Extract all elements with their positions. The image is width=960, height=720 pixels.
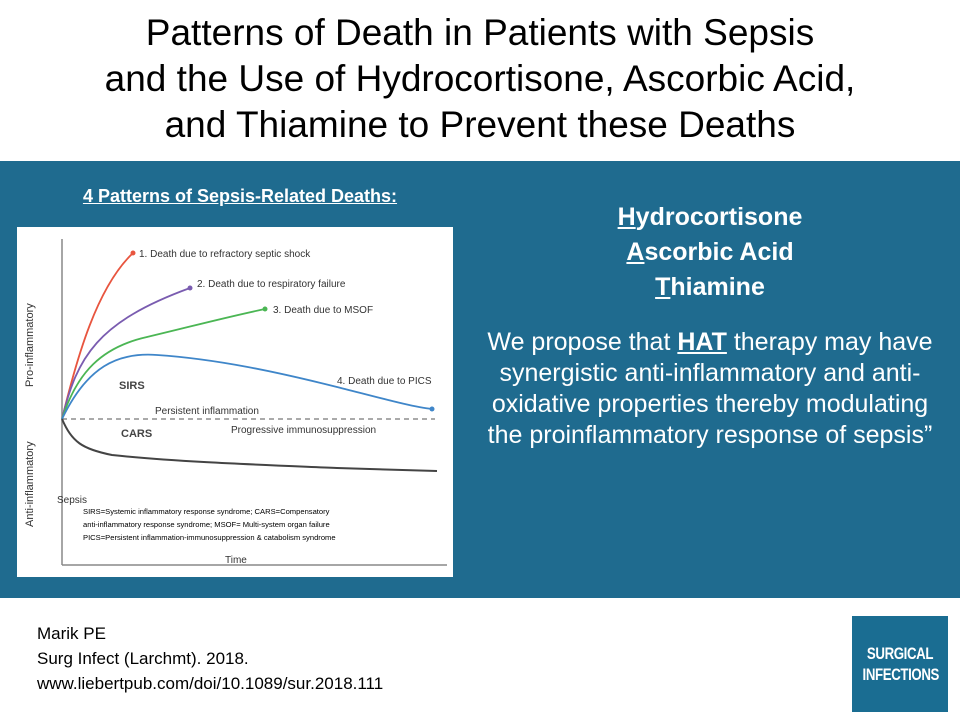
curve-septic-shock-end xyxy=(131,251,136,256)
curve-pics-end xyxy=(430,407,435,412)
label-msof: 3. Death due to MSOF xyxy=(273,305,374,316)
curve-respiratory-end xyxy=(188,286,193,291)
surgical-infections-logo xyxy=(852,616,948,712)
drug-ascorbic-acid xyxy=(470,235,950,270)
citation-url[interactable]: www.liebertpub.com/doi/10.1089/sur.2018.111 xyxy=(37,674,384,693)
citation-journal: Surg Infect (Larchmt). 2018. xyxy=(37,649,249,668)
label-cars: CARS xyxy=(121,428,153,440)
proposal-highlight: HAT xyxy=(677,328,727,356)
title-line-1: Patterns of Death in Patients with Sepsis xyxy=(145,12,815,53)
label-respiratory: 2. Death due to respiratory failure xyxy=(197,279,346,290)
title-line-2: and the Use of Hydrocortisone, Ascorbic Acid, xyxy=(104,58,856,99)
legend-line-1: SIRS=Systemic inflammatory response syndrome; CARS=Compensatory xyxy=(83,507,330,516)
drug-rest: hiamine xyxy=(670,273,765,301)
page-title xyxy=(0,10,960,148)
logo-line-1: SURGICAL xyxy=(866,644,934,663)
proposal-text xyxy=(470,327,950,451)
y-label-anti: Anti-inflammatory xyxy=(24,441,36,527)
y-label-pro: Pro-inflammatory xyxy=(24,303,36,387)
citation-author: Marik PE xyxy=(37,624,106,643)
drug-initial: T xyxy=(655,273,671,301)
label-pics: 4. Death due to PICS xyxy=(337,376,432,387)
drug-rest: ydrocortisone xyxy=(635,203,803,231)
sepsis-diagram xyxy=(17,227,453,577)
label-progressive: Progressive immunosuppression xyxy=(231,425,377,436)
label-persistent: Persistent inflammation xyxy=(155,406,259,417)
curve-msof-end xyxy=(263,307,268,312)
label-sirs: SIRS xyxy=(119,380,145,392)
legend-line-2: anti-inflammatory response syndrome; MSOF= Multi-system organ failure xyxy=(83,520,330,529)
drug-thiamine xyxy=(470,270,950,305)
label-septic-shock: 1. Death due to refractory septic shock xyxy=(139,249,311,260)
legend-line-3: PICS=Persistent inflammation-immunosuppression & catabolism syndrome xyxy=(83,533,336,542)
drug-initial: A xyxy=(626,238,645,266)
curve-respiratory xyxy=(62,288,190,419)
label-sepsis: Sepsis xyxy=(57,495,88,506)
hat-panel xyxy=(470,200,950,451)
logo-line-2: INFECTIONS xyxy=(862,665,939,684)
drug-hydrocortisone xyxy=(470,200,950,235)
sepsis-diagram-svg xyxy=(17,227,453,577)
drug-rest: scorbic Acid xyxy=(644,238,794,266)
citation xyxy=(37,621,383,696)
x-label-time: Time xyxy=(225,555,247,566)
proposal-before: We propose that xyxy=(487,328,678,356)
patterns-heading: 4 Patterns of Sepsis-Related Deaths: xyxy=(82,186,398,206)
drug-initial: H xyxy=(617,203,636,231)
proposal-after: therapy may have synergistic anti-inflammatory and anti-oxidative properties thereby modulating the proinflammatory response of sepsis” xyxy=(487,328,933,449)
title-line-3: and Thiamine to Prevent these Deaths xyxy=(164,104,796,145)
